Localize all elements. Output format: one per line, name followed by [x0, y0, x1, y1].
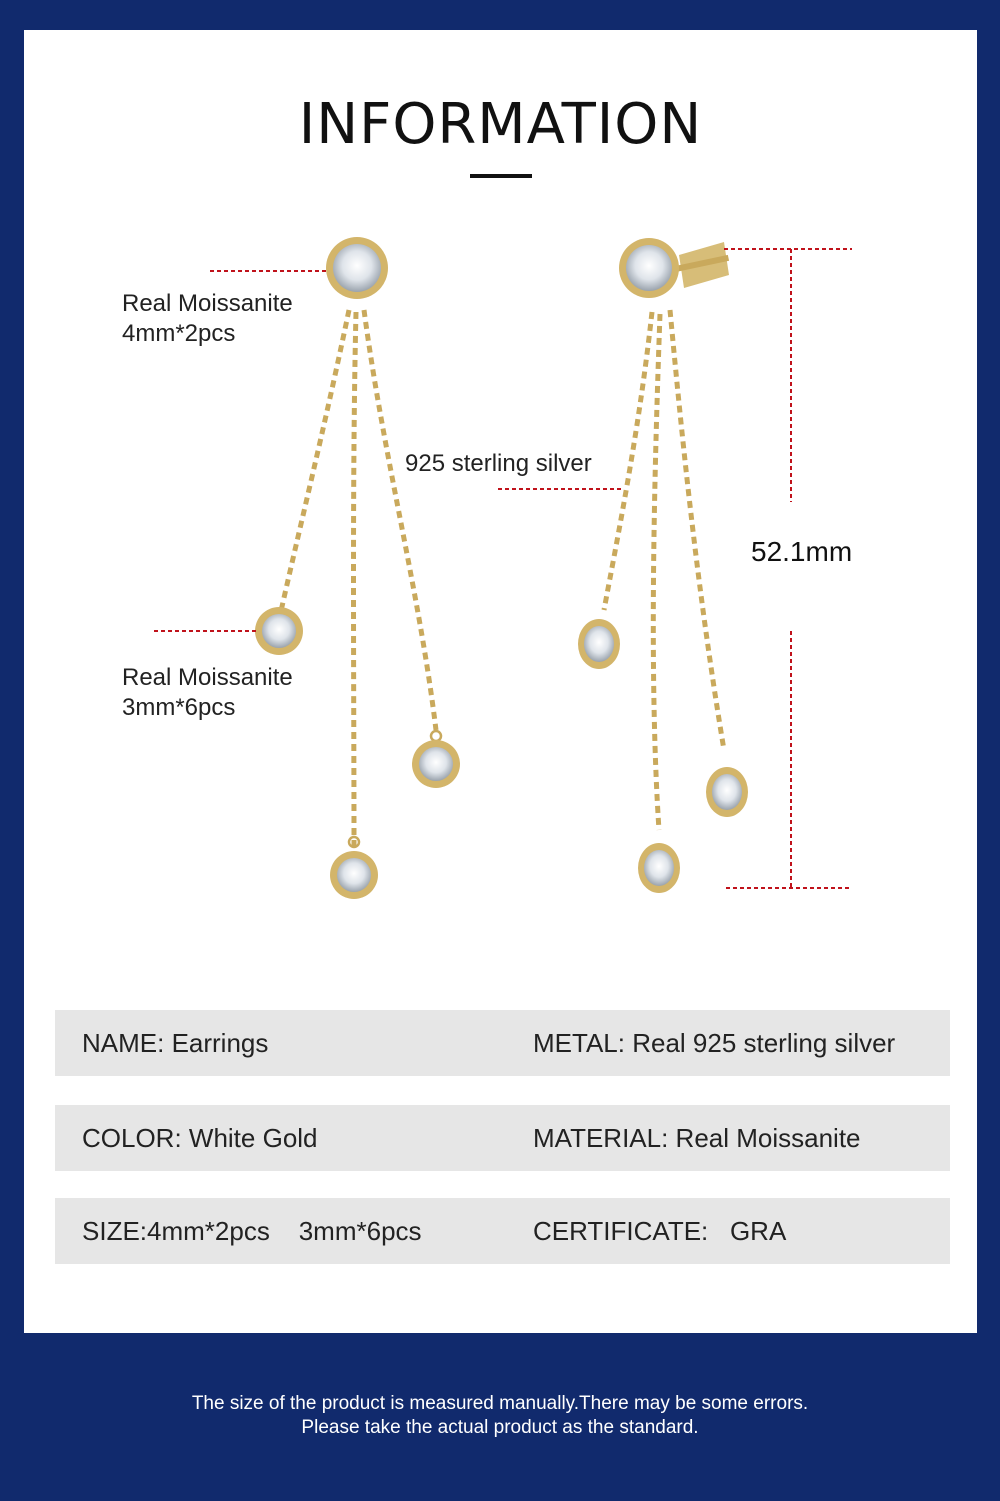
callout-moissanite-4mm	[122, 289, 293, 349]
spec-metal: METAL: Real 925 sterling silver	[533, 1028, 896, 1058]
page-title: INFORMATION	[298, 92, 703, 157]
moissanite-3mm	[262, 614, 296, 648]
spec-row	[55, 1010, 950, 1076]
earring-illustration	[24, 30, 977, 1010]
spec-certificate: CERTIFICATE: GRA	[533, 1216, 787, 1246]
chain-middle	[354, 312, 357, 850]
moissanite-3mm	[419, 747, 453, 781]
moissanite-4mm	[333, 244, 381, 292]
callout-moissanite-3mm	[122, 663, 293, 723]
spec-size: SIZE:4mm*2pcs 3mm*6pcs	[82, 1216, 422, 1246]
moissanite-3mm	[337, 858, 371, 892]
spec-material: MATERIAL: Real Moissanite	[533, 1123, 861, 1153]
spec-row	[55, 1198, 950, 1264]
disclaimer	[0, 1392, 1000, 1440]
moissanite-4mm-side	[626, 245, 672, 291]
callout-line2: 4mm*2pcs	[122, 320, 236, 347]
callout-metal: 925 sterling silver	[405, 450, 592, 477]
chain-left	[279, 310, 349, 620]
callout-line2: 3mm*6pcs	[122, 694, 236, 721]
spec-color: COLOR: White Gold	[82, 1123, 318, 1153]
info-card	[24, 30, 977, 1333]
callout-line1: Real Moissanite	[122, 290, 293, 317]
chain-right	[364, 310, 436, 730]
callout-line1: Real Moissanite	[122, 664, 293, 691]
spec-row	[55, 1105, 950, 1171]
spec-name: NAME: Earrings	[82, 1028, 269, 1058]
disclaimer-line2: Please take the actual product as the standard.	[301, 1417, 699, 1438]
length-label: 52.1mm	[751, 536, 853, 567]
disclaimer-line1: The size of the product is measured manually.There may be some errors.	[191, 1393, 809, 1414]
